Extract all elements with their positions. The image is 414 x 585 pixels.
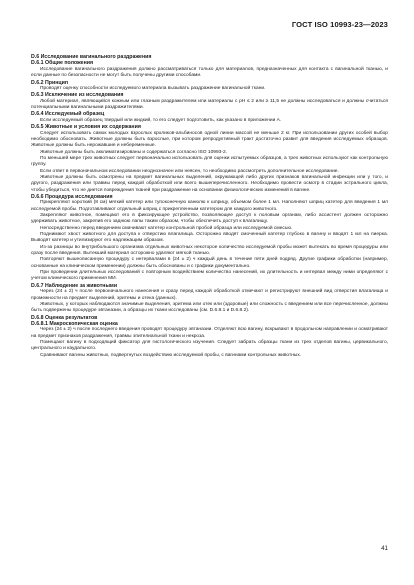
- paragraph: Помещают вагину в подходящий фиксатор для гистологического изучения. Следует забрать образцы ткани из трех отделов вагины, цервикального, центрального и каудального.: [31, 340, 388, 352]
- paragraph: Через (24 ± 2) ч после первоначального нанесения и сразу перед каждой обработкой отмечают и регистрируют внешний вид отверстия влагалища и промежности на предмет выделений, эритемы и отека (данных).: [31, 289, 388, 301]
- paragraph: Следует использовать самок молодых взрослых кроликов-альбиносов одной линии массой не меньше 2 кг. При использовании других особей выбор необходимо обосновать. Животные должны быть взрослые, при котором репродуктивный тракт достаточно развит для введения исследуемых образцов. Животные должны быть нерожавшие и небеременные.: [31, 130, 388, 149]
- paragraph: Если исследуемый образец твердый или жидкий, то его следует подготовить, как указано в приложении А.: [40, 117, 282, 123]
- paragraph: Исследование вагинального раздражения должно рассматриваться только для материалов, предназначенных для контакта с вагинальной тканью, и если данные по безопасности не могут быть получены другими способами.: [31, 66, 388, 79]
- paragraph: Прикрепляют короткий (8 см) мягкий катетер или тупоконечную канюлю к шприцу, объемом более 1 мл. Наполняют шприц катетер для введения 1 мл исследуемой пробы. Подготавливают отдельный шприц с прикрепленным катетером для каждого животного.: [31, 200, 388, 212]
- page-number: 41: [381, 545, 388, 552]
- section-heading: D.6.5 Животные и условия их содержания: [31, 124, 141, 131]
- paragraph: Через (24 ± 2) ч после последнего введения проводят процедуру эвтаназии. Отделяют всю вагину, вскрывают в продольном направлении и осматривают на предмет признаков раздражения, травмы эпителиальной ткани и некроза.: [31, 327, 388, 339]
- section-heading: D.6 Исследование вагинального раздражения: [31, 54, 152, 60]
- paragraph: Животные должны быть осмотрены на предмет вагинальных выделений, окружающей либо других признаков вагинальной инфекции или у того, и другого, раздражения или травмы перед каждой обработкой или всего вышеперечисленного. Необходимо провести осмотр в стадии эстрального цикла, чтобы убедиться, что не диется повреждения тканей при раздражение на основании физиологических изменений в вагине.: [31, 174, 388, 193]
- section-heading: D.6.6 Процедура исследования: [31, 193, 113, 200]
- section-heading: D.6.2 Принцип: [31, 79, 69, 86]
- paragraph: При проведении длительных исследований с повторным воздействием количество нанесений, их длительность и интервал между ними определяют с учетом клинического применения МИ.: [31, 270, 388, 282]
- section-heading: D.6.4 Исследуемый образец: [31, 111, 105, 118]
- section-heading: D.6.8.1 Макроскопическая оценка: [31, 321, 118, 327]
- section-heading: D.6.7 Наблюдение за животными: [31, 282, 118, 289]
- standard-header: ГОСТ ISO 10993-23—2023: [291, 20, 388, 29]
- paragraph: Любой материал, являющийся кожным или глазным раздражителем или материалы с pH ≤ 2 или ≥ 11,5 не должны исследоваться и должны считаться потенциальными вагинальными раздражителями.: [31, 98, 388, 110]
- paragraph: Животных, у которых наблюдаются значимые выделения, эритема или отек или (здоровые) или сложность с введением или все перечисленное, должны быть подвержены процедуре эвтаназии, а образцы их ткани исследованы (см. D.6.8.1 и D.6.8.2).: [31, 301, 388, 314]
- paragraph: Закрепляют животное, помещают его в фиксирующее устройство, позволяющее доступ к половым органам, либо ассистент должен осторожно удерживать животное, закрепив его заднюю лапы таким образом, чтобы обеспечить доступ к влагалищу.: [31, 213, 388, 225]
- section-heading: D.6.1 Общие положения: [31, 60, 94, 67]
- paragraph: Поднимают хвост животного для доступа к отверстию влагалища. Осторожно вводят смоченный катетер глубоко в вагину и вводят 1 мл на пиерка. Выводят катетер и утилизируют его надлежащим образом.: [31, 232, 388, 244]
- section-heading: D.6.8 Оценка результатов: [31, 314, 98, 321]
- paragraph: Сравнивают вагины животных, подвергнутых воздействию исследуемой пробы, с вагинами контрольных животных.: [40, 352, 302, 358]
- paragraph: Повторяют вышеописанную процедуру с интервалами в (24 ± 2) ч каждый день в течение пяти дней подряд. Другие графики обработки (например, основанные на клиническом применении) должны быть обоснованы и с графики документально.: [31, 257, 388, 269]
- paragraph: Непосредственно перед введением смачивают катетер контрольной пробой образца или исследуемой смесью.: [40, 225, 293, 231]
- paragraph: Из-за разницы во внутрибольшого организма отдельных животных некоторое количество исследуемой пробы может вытекать во время процедуры или сразу после введения. Вытекший материал осторожно удаляют мягкой тканью.: [31, 244, 388, 257]
- section-heading: D.6.3 Исключение из исследования: [31, 92, 124, 99]
- paragraph: Животные должны быть акклиматизированы и содержаться согласно ISO 10993-2.: [40, 149, 228, 155]
- document-body: [31, 54, 388, 359]
- paragraph: Проводят оценку способности исследуемого материала вызывать раздражение вагинальной ткани.: [40, 85, 266, 91]
- paragraph: По меньшей мере трех животных следует первоначально использовать для оценки испытуемых образцов, а трех животных используют как контрольную группу.: [31, 155, 388, 168]
- paragraph: Если ответ в первоначальном исследовании неоднозначен или неясен, то необходимо рассмотреть дополнительное исследование.: [40, 168, 339, 174]
